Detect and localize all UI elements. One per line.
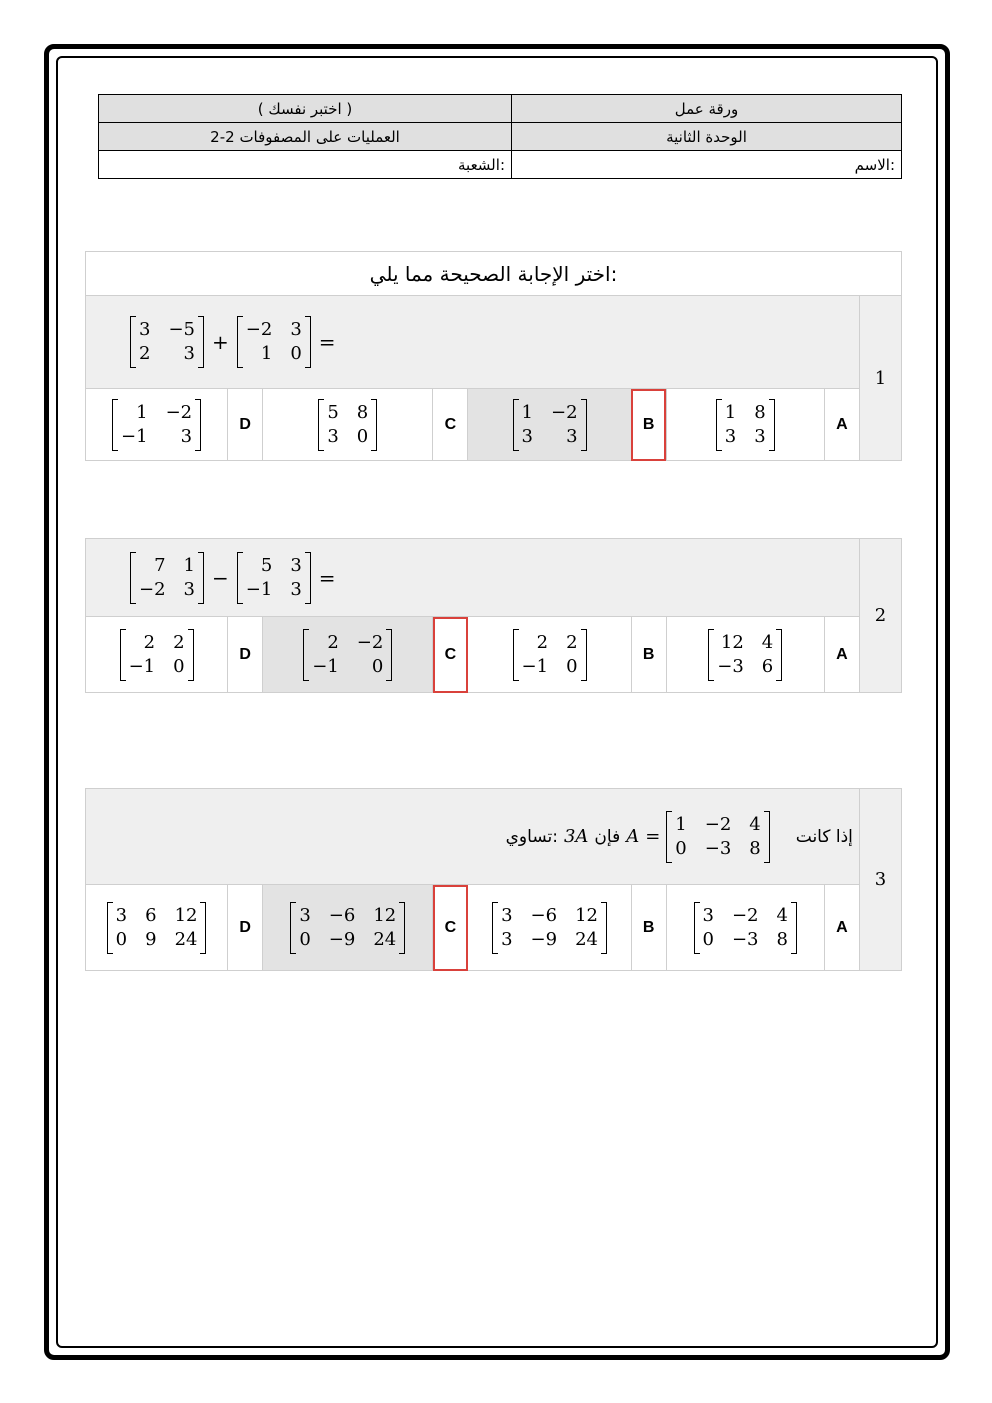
matrix (513, 399, 587, 451)
matrix-entry: 3 (180, 425, 193, 447)
matrix-entry: −9 (530, 928, 558, 950)
matrix-entry: −9 (328, 928, 356, 950)
right-bracket (305, 552, 311, 604)
matrix-entry: −3 (731, 928, 759, 950)
matrix-entry: −2 (731, 904, 759, 926)
matrix-entry: 3 (724, 425, 737, 447)
matrix (112, 399, 201, 451)
page-border-inner (56, 56, 938, 1348)
option-c-value[interactable] (263, 617, 433, 693)
matrix (666, 811, 769, 863)
matrix-entry: 2 (139, 343, 151, 364)
matrix-entry: 3 (702, 904, 714, 926)
matrix-entry: 24 (575, 928, 598, 950)
option-d-value[interactable] (86, 617, 228, 693)
matrix-entry: −2 (245, 319, 273, 340)
matrix (130, 552, 204, 604)
option-a-value[interactable] (666, 885, 824, 971)
right-bracket (764, 811, 770, 863)
option-c-value[interactable] (263, 885, 433, 971)
option-a-letter[interactable]: A (824, 885, 859, 971)
matrix-entry: 1 (136, 401, 148, 423)
matrix (130, 316, 204, 368)
right-bracket (399, 902, 405, 954)
matrix-entry: 24 (373, 928, 397, 950)
expression-3a: 3A (563, 826, 589, 847)
option-d-value[interactable] (86, 885, 228, 971)
matrix-entry: −6 (328, 904, 356, 926)
matrix-entry: 8 (356, 401, 369, 423)
matrix-entry: −2 (550, 401, 578, 423)
matrix-entry: 1 (724, 401, 737, 423)
matrix (708, 629, 782, 681)
option-a-value[interactable] (666, 389, 824, 461)
matrix (120, 629, 194, 681)
right-bracket (198, 316, 204, 368)
right-bracket (371, 399, 377, 451)
matrix-entry: 2 (173, 631, 185, 653)
right-bracket (581, 399, 587, 451)
matrix-entry: 8 (754, 401, 766, 423)
right-bracket (198, 552, 204, 604)
matrix-entry: 3 (139, 319, 151, 340)
right-bracket (769, 399, 775, 451)
operator: + (212, 330, 229, 354)
matrix-entry: 3 (501, 904, 513, 926)
matrix-entry: 9 (145, 928, 157, 950)
matrix-entry: −1 (312, 655, 339, 677)
matrix-entry: 4 (761, 631, 774, 653)
matrix-entry: 0 (290, 343, 302, 364)
question-3-stem (86, 789, 860, 885)
section-field[interactable]: الشعبة: (99, 151, 512, 179)
matrix (492, 902, 607, 954)
matrix-entry: −1 (121, 425, 148, 447)
matrix (290, 902, 405, 954)
equals-sign: = (318, 565, 336, 590)
equals-sign: = (318, 330, 336, 354)
matrix-entry: −3 (704, 837, 732, 859)
right-bracket (305, 316, 311, 368)
right-bracket (601, 902, 607, 954)
matrix-entry: −2 (139, 578, 166, 600)
worksheet-label: ورقة عمل (512, 95, 902, 123)
option-d-letter[interactable]: D (228, 617, 263, 693)
matrix-entry: −2 (704, 813, 732, 835)
right-bracket (188, 629, 194, 681)
equals-sign: = (645, 826, 661, 847)
name-field[interactable]: الاسم: (512, 151, 902, 179)
equals-text: تساوي: (505, 826, 558, 847)
matrix-entry: −3 (717, 655, 744, 677)
option-b-value[interactable] (468, 885, 631, 971)
question-1-stem (86, 296, 860, 389)
option-d-value[interactable] (86, 389, 228, 461)
matrix (237, 552, 311, 604)
option-b-value[interactable] (468, 617, 631, 693)
matrix-entry: 2 (566, 631, 578, 653)
matrix-entry: 6 (761, 655, 774, 677)
matrix (107, 902, 207, 954)
right-bracket (791, 902, 797, 954)
matrix-entry: 5 (260, 554, 273, 576)
matrix-entry: −6 (530, 904, 558, 926)
matrix-entry: 8 (749, 837, 761, 859)
option-b-letter[interactable]: B (631, 389, 666, 461)
option-b-letter[interactable]: B (631, 617, 666, 693)
matrix-entry: 2 (327, 631, 339, 653)
matrix-entry: 3 (521, 425, 533, 447)
matrix-entry: −5 (168, 319, 195, 340)
matrix-entry: 12 (174, 904, 198, 926)
variable-a: A (626, 826, 640, 847)
matrix-entry: 12 (720, 631, 744, 653)
option-c-letter[interactable]: C (433, 885, 468, 971)
option-b-letter[interactable]: B (631, 885, 666, 971)
matrix (318, 399, 377, 451)
matrix (716, 399, 775, 451)
matrix-entry: 3 (754, 425, 766, 447)
right-bracket (195, 399, 201, 451)
matrix-entry: 8 (776, 928, 788, 950)
question-number: 3 (859, 789, 901, 971)
matrix-entry: 0 (356, 425, 369, 447)
matrix-entry: 0 (299, 928, 311, 950)
matrix (513, 629, 587, 681)
matrix-entry: 0 (371, 655, 384, 677)
matrix-entry: 3 (566, 425, 578, 447)
matrix-entry: 1 (521, 401, 533, 423)
matrix-entry: 0 (115, 928, 128, 950)
matrix-entry: 12 (575, 904, 598, 926)
question-3 (85, 788, 902, 971)
matrix-entry: 3 (183, 343, 195, 364)
matrix-entry: 3 (299, 904, 311, 926)
right-bracket (200, 902, 206, 954)
matrix-entry: −1 (245, 578, 273, 600)
matrix-entry: 3 (183, 578, 195, 600)
option-a-value[interactable] (666, 617, 824, 693)
matrix-entry: −2 (165, 401, 193, 423)
matrix-entry: 4 (776, 904, 788, 926)
matrix-entry: 4 (749, 813, 761, 835)
matrix-entry: 24 (174, 928, 198, 950)
matrix-entry: 6 (145, 904, 157, 926)
option-c-value[interactable] (263, 389, 433, 461)
option-d-letter[interactable]: D (228, 389, 263, 461)
matrix-entry: 3 (115, 904, 128, 926)
matrix-entry: 0 (173, 655, 185, 677)
matrix-entry: 3 (501, 928, 513, 950)
option-b-value[interactable] (468, 389, 631, 461)
matrix-entry: 1 (260, 343, 273, 364)
option-a-letter[interactable]: A (824, 389, 859, 461)
question-number: 2 (859, 539, 901, 693)
matrix-entry: −2 (356, 631, 384, 653)
if-text: إذا كانت (795, 826, 853, 847)
lesson-title: 2-2 العمليات على المصفوفات (99, 123, 512, 151)
matrix-entry: 3 (290, 554, 302, 576)
question-2 (85, 538, 902, 693)
matrix (237, 316, 311, 368)
right-bracket (581, 629, 587, 681)
matrix (694, 902, 797, 954)
then-text: فإن (594, 826, 621, 847)
matrix-entry: 0 (675, 837, 687, 859)
matrix-entry: 5 (327, 401, 339, 423)
right-bracket (776, 629, 782, 681)
matrix-entry: 3 (290, 319, 302, 340)
matrix-entry: 0 (702, 928, 714, 950)
matrix-entry: 3 (327, 425, 339, 447)
option-c-letter[interactable]: C (433, 617, 468, 693)
matrix-entry: 1 (183, 554, 195, 576)
matrix-entry: −1 (521, 655, 549, 677)
question-2-stem (86, 539, 860, 617)
matrix-entry: 2 (536, 631, 549, 653)
matrix-entry: 7 (154, 554, 166, 576)
matrix-entry: −1 (128, 655, 156, 677)
matrix-entry: 1 (675, 813, 687, 835)
question-number: 1 (859, 296, 901, 461)
operator: − (212, 565, 229, 590)
test-yourself-label: ( اختبر نفسك ) (99, 95, 512, 123)
matrix-entry: 2 (143, 631, 156, 653)
unit-title: الوحدة الثانية (512, 123, 902, 151)
option-a-letter[interactable]: A (824, 617, 859, 693)
option-c-letter[interactable]: C (433, 389, 468, 461)
matrix (303, 629, 392, 681)
matrix-entry: 3 (290, 578, 302, 600)
option-d-letter[interactable]: D (228, 885, 263, 971)
matrix-entry: 12 (373, 904, 397, 926)
instructions: اختر الإجابة الصحيحة مما يلي: (86, 252, 902, 296)
header-table (98, 94, 902, 179)
matrix-entry: 0 (566, 655, 578, 677)
right-bracket (386, 629, 392, 681)
question-1 (85, 251, 902, 461)
